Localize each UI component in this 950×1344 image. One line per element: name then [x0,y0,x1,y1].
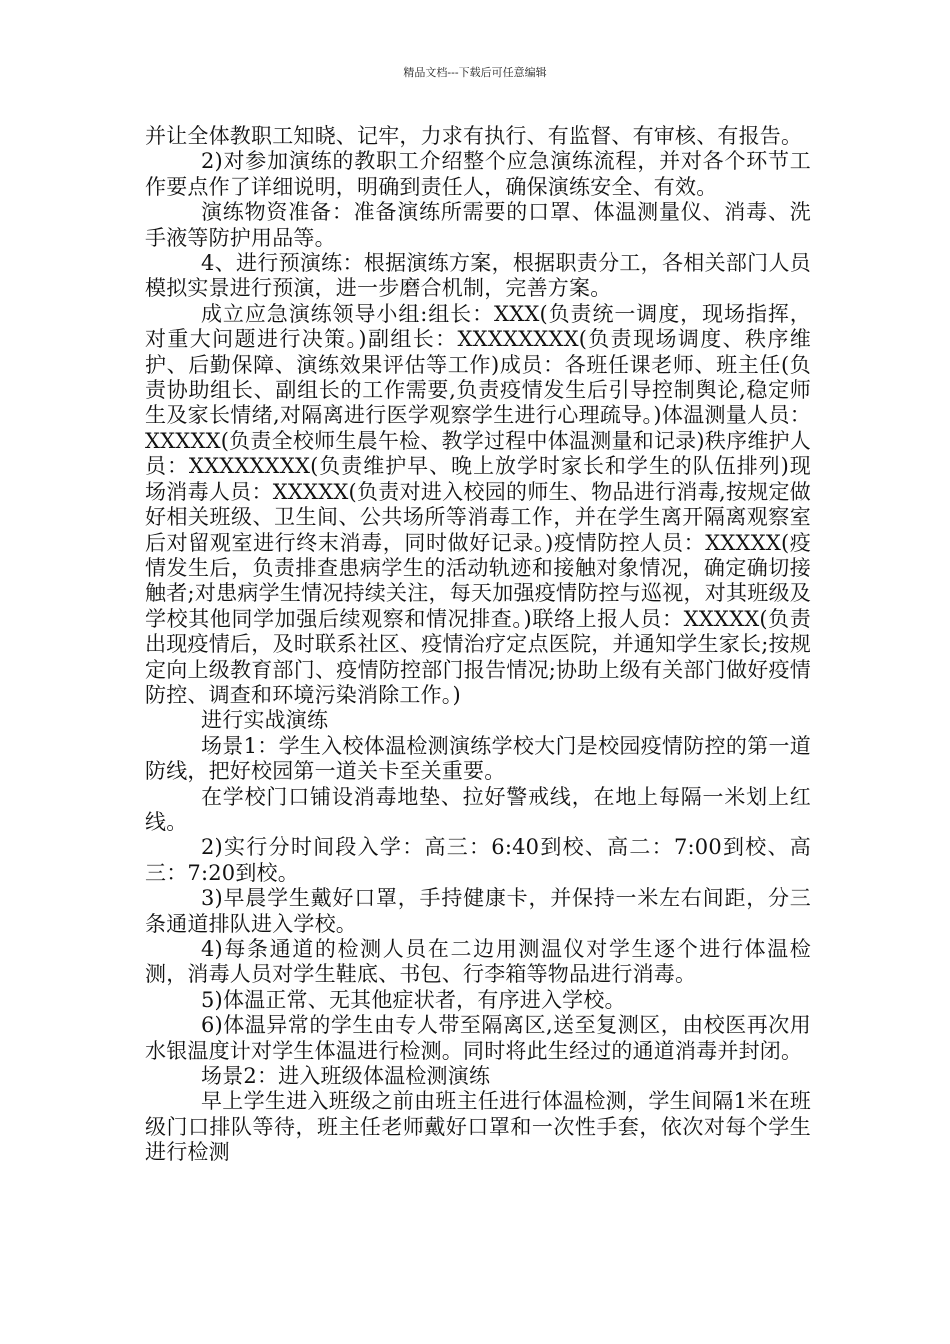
paragraph: 2)实行分时间段入学：高三：6:40到校、高二：7:00到校、高三：7:20到校。 [145,835,811,885]
paragraph: 4、进行预演练：根据演练方案，根据职责分工，各相关部门人员模拟实景进行预演，进一步磨合机制，完善方案。 [145,251,811,301]
document-body [145,124,811,1166]
paragraph: 4)每条通道的检测人员在二边用测温仪对学生逐个进行体温检测，消毒人员对学生鞋底、书包、行李箱等物品进行消毒。 [145,937,811,987]
paragraph: 6)体温异常的学生由专人带至隔离区,送至复测区，由校医再次用水银温度计对学生体温进行检测。同时将此生经过的通道消毒并封闭。 [145,1013,811,1063]
page-header: 精品文档---下载后可任意编辑 [403,66,547,79]
paragraph: 演练物资准备：准备演练所需要的口罩、体温测量仪、消毒、洗手液等防护用品等。 [145,200,811,250]
paragraph: 在学校门口铺设消毒地垫、拉好警戒线，在地上每隔一米划上红线。 [145,784,811,834]
paragraph: 并让全体教职工知晓、记牢，力求有执行、有监督、有审核、有报告。 [145,124,803,148]
paragraph: 成立应急演练领导小组:组长：XXX(负责统一调度，现场指挥，对重大问题进行决策。)副组长：XXXXXXXX(负责现场调度、秩序维护、后勤保障、演练效果评估等工作)成员：各班任课老师、班主任(负责协助组长、副组长的工作需要,负责疫情发生后引导控制舆论,稳定师生及家长情绪,对隔离进行医学观察学生进行心理疏导。)体温测量人员：XXXXX(负责全校师生晨午检、教学过程中体温测量和记录)秩序维护人员：XXXXXXXX(负责维护早、晚上放学时家长和学生的队伍排列)现场消毒人员：XXXXX(负责对进入校园的师生、物品进行消毒,按规定做好相关班级、卫生间、公共场所等消毒工作，并在学生离开隔离观察室后对留观室进行终末消毒，同时做好记录。)疫情防控人员：XXXXX(疫情发生后，负责排查患病学生的活动轨迹和接触对象情况，确定确切接触者;对患病学生情况持续关注，每天加强疫情防控与巡视，对其班级及学校其他同学加强后续观察和情况排查。)联络上报人员：XXXXX(负责出现疫情后，及时联系社区、疫情治疗定点医院，并通知学生家长;按规定向上级教育部门、疫情防控部门报告情况;协助上级有关部门做好疫情防控、调查和环境污染消除工作。) [145,301,811,707]
section-heading: 场景2：进入班级体温检测演练 [201,1064,491,1089]
paragraph: 场景1：学生入校体温检测演练学校大门是校园疫情防控的第一道防线，把好校园第一道关卡至关重要。 [145,733,811,784]
paragraph: 2)对参加演练的教职工介绍整个应急演练流程，并对各个环节工作要点作了详细说明，明确到责任人，确保演练安全、有效。 [145,149,811,199]
paragraph: 5)体温正常、无其他症状者，有序进入学校。 [201,987,626,1012]
section-heading: 进行实战演练 [201,708,329,733]
paragraph: 早上学生进入班级之前由班主任进行体温检测，学生间隔1米在班级门口排队等待，班主任老师戴好口罩和一次性手套，依次对每个学生进行检测 [145,1089,811,1165]
paragraph: 3)早晨学生戴好口罩，手持健康卡，并保持一米左右间距，分三条通道排队进入学校。 [145,886,811,936]
